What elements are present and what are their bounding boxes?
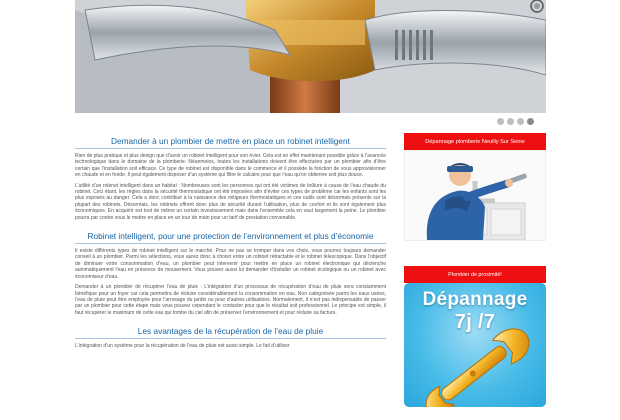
- slider-dot-3[interactable]: [517, 118, 524, 125]
- article-section: [75, 322, 386, 349]
- sidebar-box-title: Plombier de proximité!: [404, 266, 546, 283]
- hero-slider-image: [75, 0, 546, 113]
- paragraph: Il existe différents types de robinet intelligent sur le marché. Pour ne pas se tromper dans vos choix, vous pourrez toujours demander conseil à un plombier. Parmi les sélections, vous aurez donc à choisir entre un robinet rétractable et le robinet télescopique. Dans l’objectif de diminuer votre consommation d’eau, un plombier peut intervenir pour mettre en place un robinet électronique qui déclenche automatiquement l’eau en présence de mouvement. Vous pouvez aussi lui demander d’installer un robinet écologique ou un robinet avec économiseur d’eau.: [75, 248, 386, 280]
- slider-dot-2[interactable]: [507, 118, 514, 125]
- slider-dot-1[interactable]: [497, 118, 504, 125]
- plumber-illustration: [405, 151, 545, 240]
- slider-pagination: [497, 118, 534, 128]
- article-section: [75, 227, 386, 316]
- plumber-photo[interactable]: [404, 150, 546, 241]
- slider-dot-4[interactable]: [527, 118, 534, 125]
- paragraph: Demander à un plombier de récupérer l’eau de pluie : L’intégration d’un processus de récupération d’eau de pluie sera constamment bénéfique pour un foyer car cela permettra de réduire considérablement la consommation en eau. Non catégorisée parmi les eaux usées, l’eau de pluie peut être employée pour l’arrosage du jardin ou pour d’autres utilisations. Normalement, il n’est pas indispensable de passer par un plombier pour cette étape mais vous pouvez cependant le contacter pour que le résultat soit professionnel. Le principe est simple, il faut récupérer le maximum de cette eau qui tombe du ciel afin de préserver l’environnement et pour réduire sa facture.: [75, 284, 386, 316]
- wrench-pipe-illustration: [75, 0, 546, 113]
- paragraph: L’utilité d’un robinet intelligent dans un habitat : Nombreuses sont les personnes qui ont été victimes de brûlure à cause de l’eau chaude du robinet. Ceci étant, les règles dans la sécurité thermostatique ont été imposées afin d’éviter ces types de problème car les enfants sont les plus exposés au danger. Cela a donc contribué à la naissance des mitigeurs thermostatiques et ces outils sont désormais présents sur la plupart des robinets. Désormais, les robinets offrent donc plus de sécurité durant l’utilisation, plus de confort et ils sont également plus économiques. En acquérir est tout de même un certain investissement mais dans l’ensemble cela en vaut largement la peine. Le plombier pourra par contre vous le mettre en place en un tour de main pour un tarif de prestation convenable.: [75, 182, 386, 221]
- promo-banner[interactable]: [404, 283, 546, 407]
- sidebar: [404, 133, 546, 407]
- paragraph: L’intégration d’un système pour la récupération de l’eau de pluie est aussi simple. Le fait d’utiliser: [75, 343, 290, 350]
- section-title: Robinet intelligent, pour une protection de l’environnement et plus d’économie: [75, 227, 386, 244]
- sidebar-box-title: Dépannage plomberie Neuilly Sur Seine: [404, 133, 546, 150]
- section-title: Les avantages de la récupération de l’eau de pluie: [75, 322, 386, 339]
- promo-line1: Dépannage: [422, 289, 528, 310]
- wrench-icon: [404, 283, 546, 407]
- paragraph: Rien de plus pratique et plus design que d’avoir un robinet intelligent pour son évier. Cela est en effet maintenant possible grâce à l’avancée technologique dans le domaine de la plomberie. Néanmoins, toutes les installations doivent être effectuées par un plombier afin d’être certain que l’installation soit efficace. Ce type de robinet est disponible dans le commerce et il possède la fonction de vous approvisionner en chaude et en froide. Il peut également disposer d’un système qui filtre le calcaire pour que l’eau qu’on obtienne soit plus douce.: [75, 153, 386, 179]
- section-title: Demander à un plombier de mettre en place un robinet intelligent: [75, 132, 386, 149]
- article-section: [75, 132, 386, 221]
- promo-line2: 7j /7: [454, 311, 496, 333]
- main-content: [75, 126, 386, 350]
